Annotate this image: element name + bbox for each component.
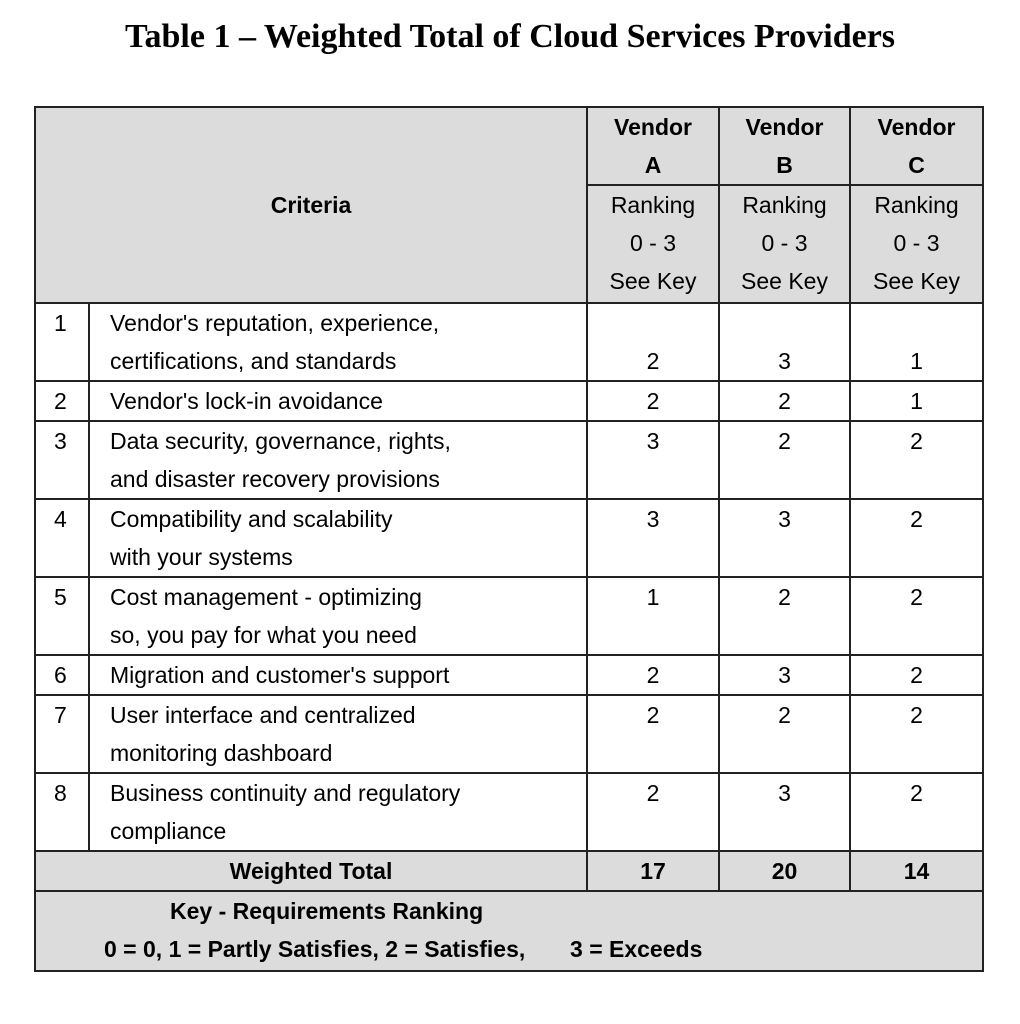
- criteria-header: Criteria: [35, 107, 587, 303]
- vendor-a-score: 2: [587, 773, 719, 851]
- weighted-total-row: [35, 851, 983, 891]
- vendor-c-score: 2: [850, 655, 983, 695]
- vendor-b-score: 2: [719, 577, 850, 655]
- table-row: [35, 499, 983, 577]
- vendor-b-header: Vendor B: [719, 107, 850, 185]
- key-title: Key - Requirements Ranking: [170, 898, 484, 924]
- vendor-a-score: 3: [587, 499, 719, 577]
- vendor-b-score: 3: [719, 773, 850, 851]
- vendor-c-score: 2: [850, 499, 983, 577]
- vendor-a-total: 17: [587, 851, 719, 891]
- vendor-c-score: 2: [850, 421, 983, 499]
- criteria-cell: Business continuity and regulatory compliance: [89, 773, 587, 851]
- vendor-c-total: 14: [850, 851, 983, 891]
- vendor-ranking-table: [34, 106, 984, 972]
- vendor-c-header: Vendor C: [850, 107, 983, 185]
- vendor-a-ranking-header: Ranking 0 - 3 See Key: [587, 185, 719, 303]
- vendor-a-score: 2: [587, 695, 719, 773]
- table-row: [35, 655, 983, 695]
- criteria-cell: Vendor's reputation, experience, certifications, and standards: [89, 303, 587, 381]
- table-row: [35, 303, 983, 381]
- vendor-b-score: 2: [719, 421, 850, 499]
- vendor-a-score: 2: [587, 381, 719, 421]
- criteria-cell: Compatibility and scalability with your systems: [89, 499, 587, 577]
- vendor-a-score: 3: [587, 421, 719, 499]
- row-number: 8: [35, 773, 89, 851]
- vendor-a-score: 2: [587, 303, 719, 381]
- row-number: 4: [35, 499, 89, 577]
- vendor-c-score: 1: [850, 303, 983, 381]
- ranking-key: [35, 891, 983, 971]
- vendor-b-score: 2: [719, 381, 850, 421]
- row-number: 3: [35, 421, 89, 499]
- table-row: [35, 695, 983, 773]
- table-title: Table 1 – Weighted Total of Cloud Services Providers: [124, 18, 896, 55]
- vendor-b-score: 2: [719, 695, 850, 773]
- vendor-a-score: 1: [587, 577, 719, 655]
- row-number: 2: [35, 381, 89, 421]
- table-row: [35, 773, 983, 851]
- vendor-c-score: 2: [850, 695, 983, 773]
- vendor-b-score: 3: [719, 499, 850, 577]
- vendor-c-score: 2: [850, 773, 983, 851]
- row-number: 7: [35, 695, 89, 773]
- row-number: 5: [35, 577, 89, 655]
- table-row: [35, 381, 983, 421]
- vendor-a-header: Vendor A: [587, 107, 719, 185]
- row-number: 1: [35, 303, 89, 381]
- row-number: 6: [35, 655, 89, 695]
- vendor-c-score: 2: [850, 577, 983, 655]
- vendor-c-score: 1: [850, 381, 983, 421]
- criteria-cell: Migration and customer's support: [89, 655, 587, 695]
- criteria-cell: Cost management - optimizing so, you pay for what you need: [89, 577, 587, 655]
- table-row: [35, 577, 983, 655]
- criteria-cell: Data security, governance, rights, and disaster recovery provisions: [89, 421, 587, 499]
- vendor-a-score: 2: [587, 655, 719, 695]
- table-row: [35, 421, 983, 499]
- vendor-b-score: 3: [719, 655, 850, 695]
- criteria-cell: User interface and centralized monitoring dashboard: [89, 695, 587, 773]
- weighted-total-label: Weighted Total: [35, 851, 587, 891]
- criteria-cell: Vendor's lock-in avoidance: [89, 381, 587, 421]
- key-legend: 0 = 0, 1 = Partly Satisfies, 2 = Satisfies, 3 = Exceeds: [104, 936, 703, 962]
- vendor-b-total: 20: [719, 851, 850, 891]
- vendor-c-ranking-header: Ranking 0 - 3 See Key: [850, 185, 983, 303]
- vendor-b-ranking-header: Ranking 0 - 3 See Key: [719, 185, 850, 303]
- vendor-b-score: 3: [719, 303, 850, 381]
